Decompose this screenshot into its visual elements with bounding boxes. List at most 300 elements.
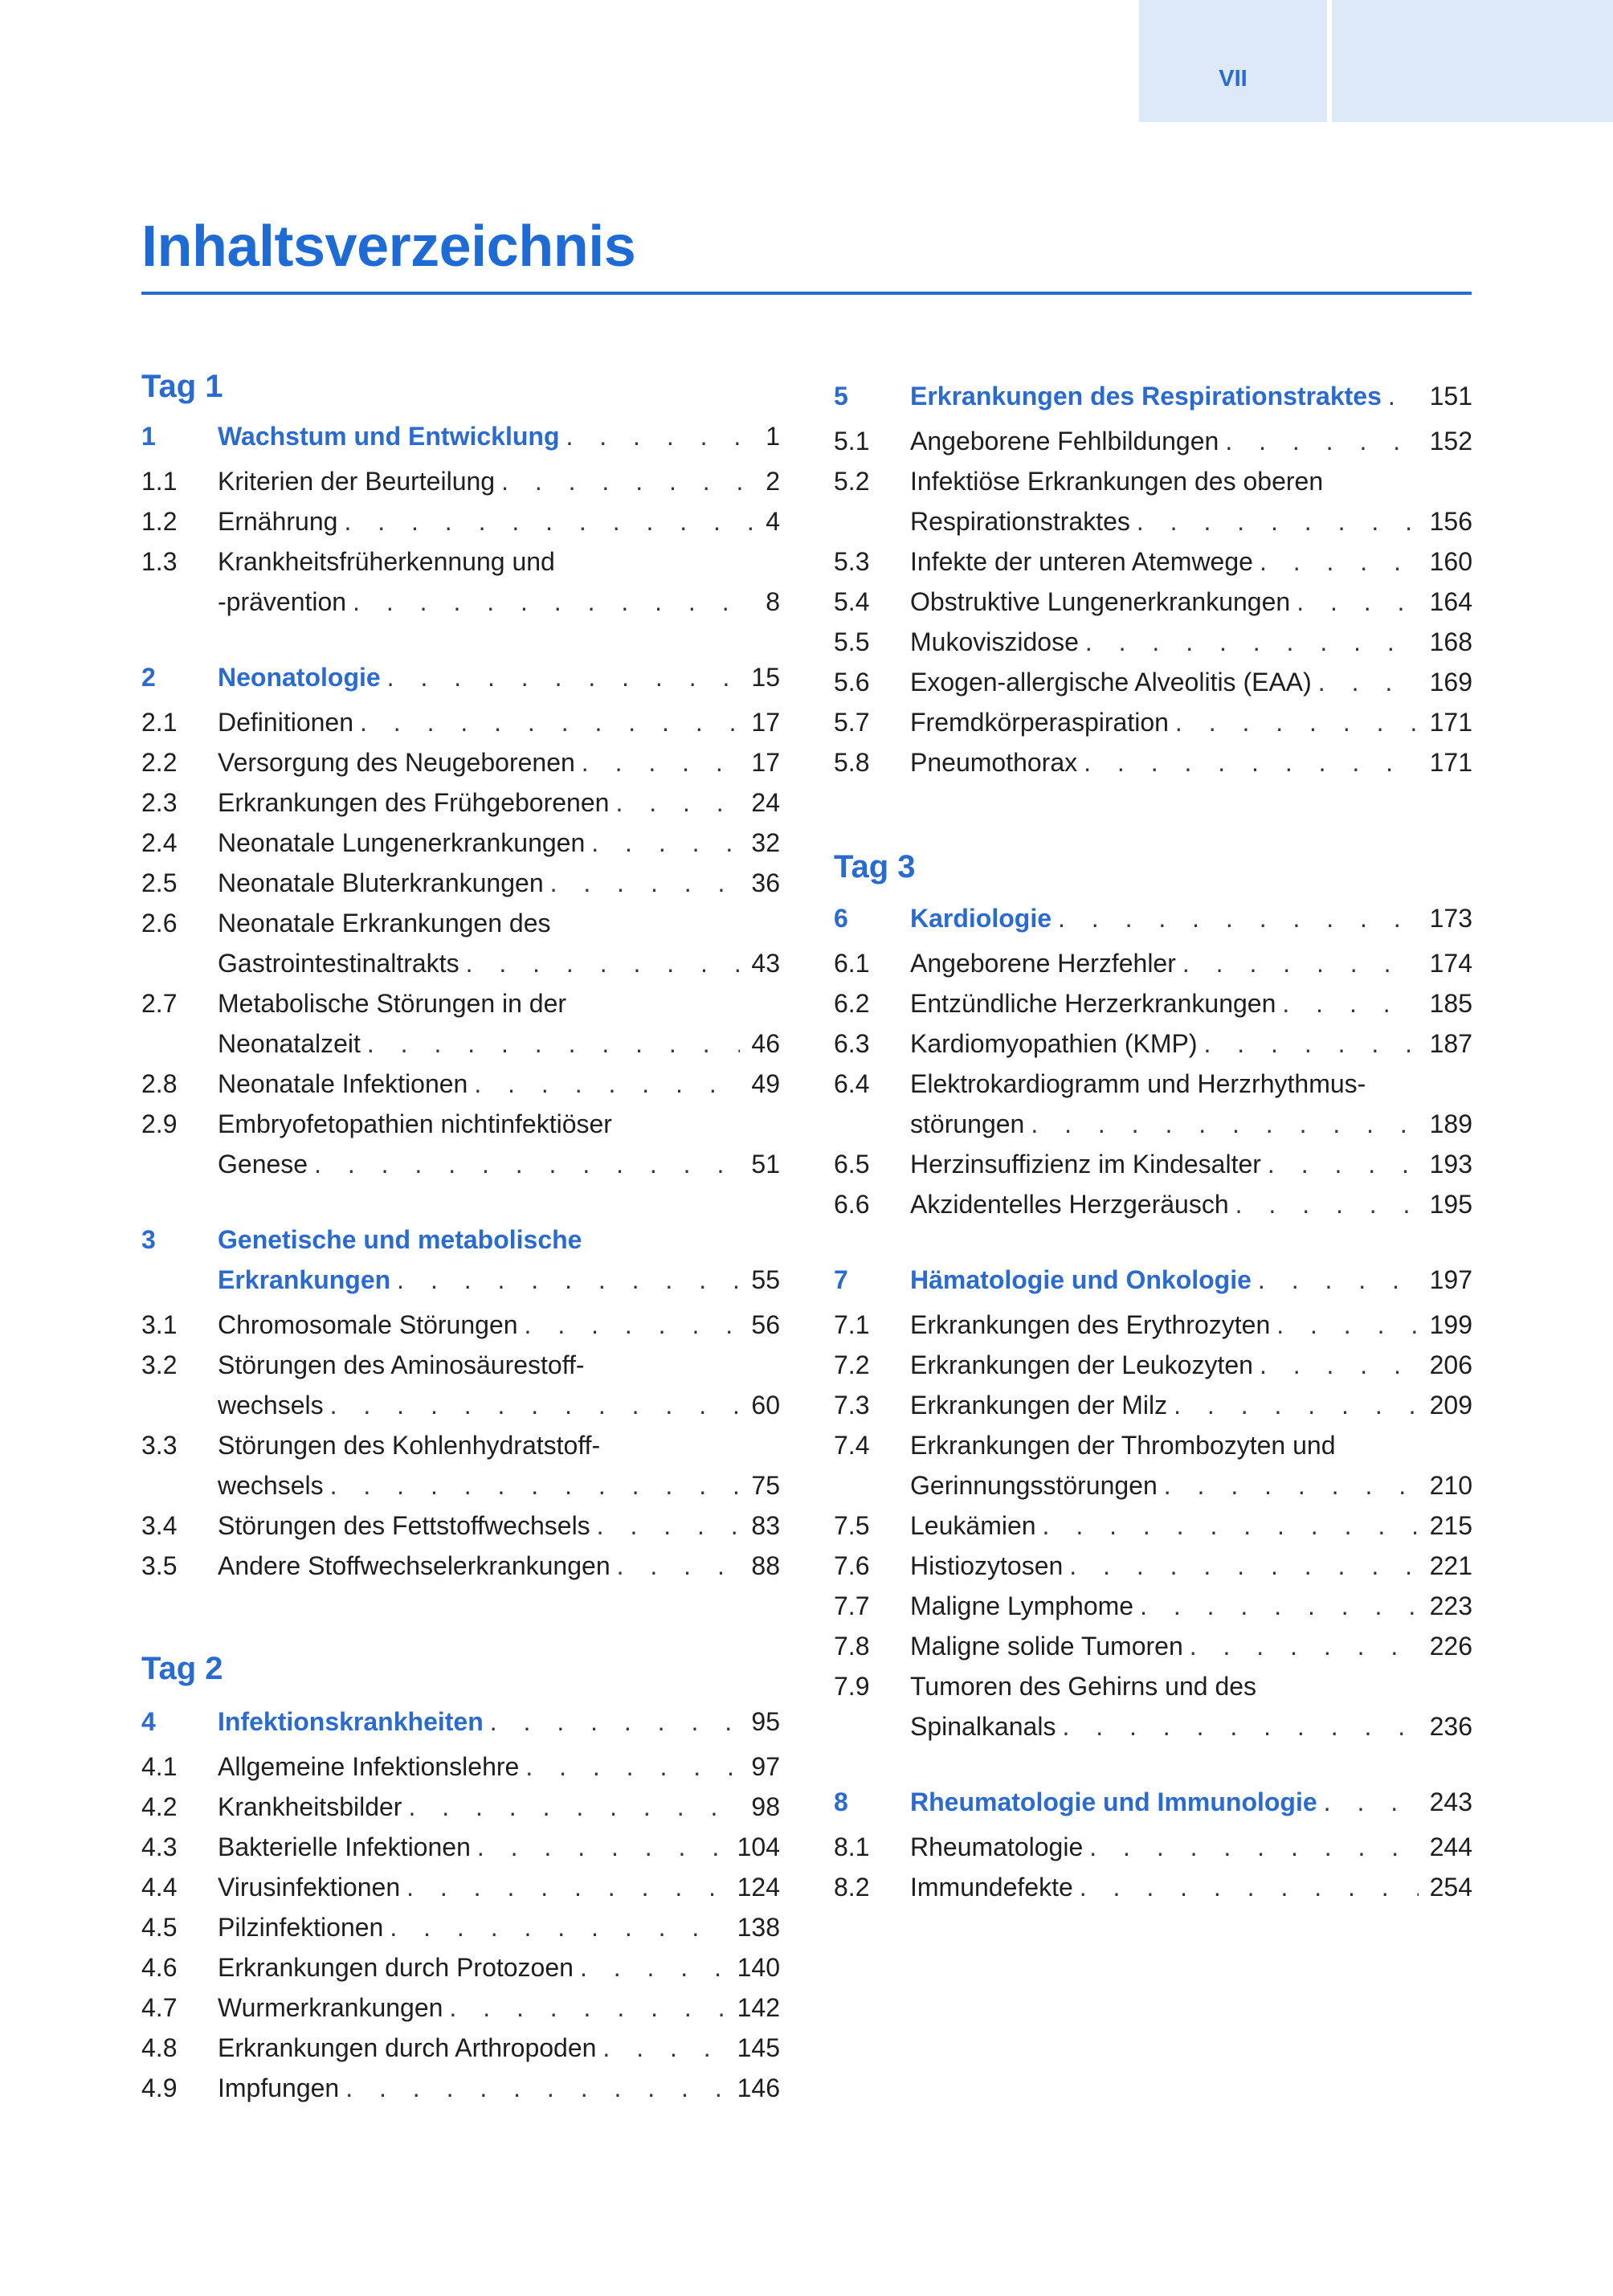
toc-entry-number: 4.7 [141,1993,178,2022]
dot-leader [525,1747,740,1787]
toc-entry-page: 209 [1429,1391,1472,1420]
toc-section-entry[interactable] [834,1586,1472,1626]
toc-section-entry[interactable] [834,622,1472,662]
toc-entry-title: Akzidentelles Herzgeräusch [910,1190,1229,1219]
toc-section-entry[interactable] [141,943,780,983]
dot-leader [490,1702,741,1742]
toc-entry-text [910,1385,1472,1425]
toc-entry-page: 164 [1429,587,1472,616]
toc-section-entry [141,541,780,582]
toc-entry-number: 5.6 [834,668,870,697]
toc-entry-number: 3 [141,1225,156,1254]
toc-entry-number: 2.1 [141,708,178,737]
toc-entry-page: 95 [751,1707,780,1736]
toc-entry-number: 2.3 [141,788,178,817]
toc-entry-text [218,1907,780,1947]
toc-entry-page: 171 [1429,748,1472,777]
toc-entry-title: Kardiologie [910,904,1052,933]
toc-section-entry[interactable] [141,1465,780,1505]
dot-leader [1175,702,1419,742]
toc-entry-text [218,416,780,456]
dot-leader [591,823,740,863]
toc-entry-page: 24 [751,788,780,817]
toc-entry-number: 5.5 [834,627,870,656]
dot-leader [1080,1867,1419,1907]
toc-entry-page: 60 [751,1391,780,1420]
toc-entry-page: 236 [1429,1712,1472,1741]
toc-entry-text [218,702,780,742]
toc-entry-text [910,622,1472,662]
toc-section-entry[interactable] [141,863,780,903]
toc-entry-title: Neonatologie [218,663,381,692]
toc-section-entry[interactable] [141,823,780,863]
toc-entry-title: Definitionen [218,708,353,737]
toc-entry-number: 1.3 [141,547,178,576]
toc-entry-text [910,943,1472,983]
toc-entry-number: 1.1 [141,467,178,496]
toc-entry-number: 7.9 [834,1672,870,1701]
toc-entry-title: Kriterien der Beurteilung [218,467,496,496]
toc-section-entry[interactable] [834,1867,1472,1907]
toc-entry-page: 46 [751,1029,780,1058]
dot-leader [1203,1023,1418,1064]
toc-section-entry[interactable] [834,1305,1472,1345]
toc-section-entry[interactable] [141,1385,780,1425]
toc-entry-number: 7.6 [834,1551,870,1580]
toc-entry-text [910,1184,1472,1224]
toc-entry-number: 7.1 [834,1310,870,1339]
toc-entry-text [910,1505,1472,1546]
toc-entry-text [218,782,780,823]
toc-entry-number: 2.9 [141,1109,178,1138]
toc-entry-text [910,1546,1472,1586]
toc-entry-number: 7.8 [834,1632,870,1661]
toc-entry-title: Angeborene Herzfehler [910,949,1176,978]
toc-entry-page: 151 [1429,382,1472,411]
toc-entry-number: 3.5 [141,1551,178,1580]
toc-chapter-entry[interactable] [141,1702,780,1742]
toc-entry-title: Histiozytosen [910,1551,1064,1580]
toc-entry-page: 193 [1429,1150,1472,1179]
dot-leader [314,1144,740,1184]
dot-leader [1069,1546,1418,1586]
toc-entry-text [910,702,1472,742]
toc-section-entry[interactable] [834,702,1472,742]
toc-chapter-entry[interactable] [141,1260,780,1300]
toc-entry-text [218,1827,780,1867]
toc-entry-title: Erkrankungen [218,1265,391,1294]
dot-leader [477,1827,726,1867]
toc-section-entry [141,1345,780,1385]
toc-section-entry[interactable] [834,1023,1472,1064]
toc-section-entry[interactable] [141,582,780,622]
toc-entry-title: Genetische und metabolische [218,1225,582,1254]
toc-entry-text [218,461,780,501]
toc-entry-text [218,1465,780,1505]
toc-entry-title: Exogen-allergische Alveolitis (EAA) [910,668,1312,697]
dot-leader [1260,1345,1419,1385]
toc-section-entry[interactable] [141,1988,780,2028]
toc-entry-text [218,582,780,622]
toc-entry-page: 221 [1429,1551,1472,1580]
toc-entry-title: Rheumatologie und Immunologie [910,1787,1317,1816]
toc-entry-number: 2.2 [141,748,178,777]
toc-section-entry[interactable] [834,1505,1472,1546]
toc-section-entry[interactable] [834,1546,1472,1586]
page-number: VII [1219,66,1248,92]
toc-chapter-entry[interactable] [141,416,780,456]
dot-leader [602,2028,725,2068]
dot-leader [1258,1260,1419,1300]
toc-entry-text [218,1305,780,1345]
toc-entry-title: Erkrankungen des Frühgeborenen [218,788,610,817]
toc-entry-title: Erkrankungen durch Protozoen [218,1953,574,1982]
toc-section-entry[interactable] [141,1064,780,1104]
toc-entry-page: 199 [1429,1310,1472,1339]
toc-entry-text [218,1064,780,1104]
toc-entry-title: Kardiomyopathien (KMP) [910,1029,1198,1058]
toc-entry-page: 43 [751,949,780,978]
dot-leader [580,1947,726,1988]
toc-entry-text [218,1425,780,1465]
toc-entry-title: Allgemeine Infektionslehre [218,1752,520,1781]
toc-entry-number: 2.5 [141,868,178,897]
toc-entry-page: 171 [1429,708,1472,737]
toc-section-entry[interactable] [141,1947,780,1988]
toc-entry-title: störungen [910,1109,1025,1138]
toc-entry-text [218,943,780,983]
toc-entry-text [218,1219,780,1260]
toc-entry-number: 3.2 [141,1350,178,1379]
toc-entry-title: Wurmerkrankungen [218,1993,443,2022]
toc-section-entry [141,983,780,1023]
dot-leader [1324,1782,1419,1822]
toc-chapter-entry[interactable] [834,376,1472,416]
toc-entry-text [910,541,1472,582]
toc-entry-page: 215 [1429,1511,1472,1540]
toc-entry-text [218,1104,780,1144]
toc-entry-number: 8.1 [834,1832,870,1861]
toc-entry-text [218,1702,780,1742]
toc-entry-title: Infektionskrankheiten [218,1707,484,1736]
toc-entry-page: 185 [1429,989,1472,1018]
toc-section-entry[interactable] [834,501,1472,541]
toc-entry-title: Pneumothorax [910,748,1078,777]
dot-leader [582,742,741,782]
dot-leader [501,461,754,501]
toc-section-entry[interactable] [834,1184,1472,1224]
toc-entry-title: wechsels [218,1471,324,1500]
toc-section-entry[interactable] [141,1827,780,1867]
toc-entry-number: 3.1 [141,1310,178,1339]
toc-entry-title: Erkrankungen durch Arthropoden [218,2033,597,2062]
toc-section-entry [834,1425,1472,1465]
toc-section-entry[interactable] [141,1907,780,1947]
toc-section-entry[interactable] [141,1747,780,1787]
dot-leader [330,1465,741,1505]
toc-entry-number: 7.4 [834,1431,870,1460]
toc-entry-title: Hämatologie und Onkologie [910,1265,1252,1294]
toc-entry-number: 4 [141,1707,156,1736]
toc-section-entry [141,1425,780,1465]
toc-section-entry[interactable] [834,983,1472,1023]
toc-section-entry[interactable] [141,461,780,501]
toc-section-entry[interactable] [834,1706,1472,1747]
toc-entry-number: 5 [834,382,848,411]
toc-entry-text [910,501,1472,541]
toc-entry-number: 4.5 [141,1913,178,1942]
toc-entry-text [910,662,1472,702]
toc-entry-text [910,1706,1472,1747]
dot-leader [1140,1586,1419,1626]
day-heading: Tag 1 [141,369,223,404]
toc-section-entry[interactable] [141,1867,780,1907]
toc-entry-page: 17 [751,748,780,777]
toc-entry-text [218,903,780,943]
toc-entry-page: 254 [1429,1873,1472,1902]
toc-entry-number: 6.6 [834,1190,870,1219]
toc-entry-number: 3.3 [141,1431,178,1460]
toc-entry-text [218,501,780,541]
toc-section-entry[interactable] [141,1144,780,1184]
toc-entry-title: Erkrankungen der Leukozyten [910,1350,1253,1379]
toc-entry-number: 6.2 [834,989,870,1018]
toc-entry-page: 104 [737,1832,780,1861]
toc-section-entry[interactable] [141,501,780,541]
toc-entry-title: Immundefekte [910,1873,1073,1902]
toc-entry-page: 244 [1429,1832,1472,1861]
toc-section-entry[interactable] [141,782,780,823]
dot-leader [1276,1305,1418,1345]
dot-leader [353,582,754,622]
toc-entry-title: Krankheitsbilder [218,1792,402,1821]
toc-entry-number: 1.2 [141,507,178,536]
dot-leader [1225,421,1418,461]
toc-entry-text [910,1626,1472,1666]
toc-entry-number: 5.3 [834,547,870,576]
toc-entry-page: 56 [751,1310,780,1339]
toc-section-entry[interactable] [834,662,1472,702]
toc-entry-page: 32 [751,828,780,857]
toc-entry-page: 152 [1429,427,1472,456]
toc-section-entry[interactable] [141,1787,780,1827]
toc-section-entry[interactable] [834,1345,1472,1385]
toc-section-entry [141,1104,780,1144]
dot-leader [466,943,741,983]
dot-leader [406,1867,726,1907]
dot-leader [397,1260,740,1300]
dot-leader [408,1787,740,1827]
toc-entry-page: 206 [1429,1350,1472,1379]
toc-entry-page: 8 [766,587,780,616]
toc-chapter-entry[interactable] [834,1782,1472,1822]
toc-entry-text [910,1465,1472,1505]
dot-leader [550,863,741,903]
toc-entry-title: Erkrankungen der Thrombozyten und [910,1431,1336,1460]
toc-entry-page: 174 [1429,949,1472,978]
toc-entry-page: 4 [766,507,780,536]
toc-entry-number: 5.8 [834,748,870,777]
toc-section-entry[interactable] [834,1104,1472,1144]
toc-section-entry[interactable] [834,943,1472,983]
dot-leader [1164,1465,1419,1505]
dot-leader [597,1505,741,1546]
dot-leader [1182,943,1419,983]
toc-entry-text [910,983,1472,1023]
dot-leader [615,782,740,823]
toc-section-entry[interactable] [834,742,1472,782]
toc-entry-title: Gerinnungsstörungen [910,1471,1158,1500]
dot-leader [566,416,754,456]
toc-entry-text [218,1988,780,2028]
toc-entry-title: Gastrointestinaltrakts [218,949,459,978]
toc-section-entry[interactable] [141,1505,780,1546]
title-rule [141,292,1472,295]
dot-leader [474,1064,740,1104]
toc-entry-text [218,657,780,697]
toc-chapter-entry[interactable] [834,898,1472,938]
dot-leader [367,1023,741,1064]
toc-entry-text [910,1425,1472,1465]
toc-entry-title: Maligne Lymphome [910,1591,1134,1620]
toc-chapter-entry[interactable] [141,657,780,697]
toc-entry-title: Störungen des Aminosäurestoff- [218,1350,585,1379]
toc-entry-number: 2 [141,663,156,692]
dot-leader [1268,1144,1419,1184]
toc-entry-text [218,541,780,582]
dot-leader [1058,898,1419,938]
toc-entry-page: 173 [1429,904,1472,933]
toc-section-entry[interactable] [834,1827,1472,1867]
toc-entry-number: 6.1 [834,949,870,978]
dot-leader [360,702,740,742]
toc-entry-text [218,1260,780,1300]
toc-entry-title: Maligne solide Tumoren [910,1632,1183,1661]
dot-leader [344,501,754,541]
toc-section-entry[interactable] [141,2068,780,2108]
toc-entry-number: 4.6 [141,1953,178,1982]
toc-entry-title: Bakterielle Infektionen [218,1832,471,1861]
toc-entry-number: 7.7 [834,1591,870,1620]
toc-entry-text [910,1827,1472,1867]
toc-entry-title: Infektiöse Erkrankungen des oberen [910,467,1324,496]
toc-entry-number: 5.1 [834,427,870,456]
toc-entry-text [218,2068,780,2108]
toc-entry-title: Neonatalzeit [218,1029,361,1058]
toc-entry-title: Erkrankungen des Respirationstraktes [910,382,1382,411]
dot-leader [1297,582,1418,622]
toc-entry-text [218,1546,780,1586]
toc-entry-page: 189 [1429,1109,1472,1138]
toc-entry-text [910,1144,1472,1184]
toc-entry-page: 49 [751,1069,780,1098]
toc-entry-number: 2.8 [141,1069,178,1098]
toc-entry-text [218,2028,780,2068]
toc-entry-number: 2.4 [141,828,178,857]
toc-section-entry[interactable] [141,1546,780,1586]
toc-section-entry[interactable] [141,702,780,742]
dot-leader [345,2068,725,2108]
toc-entry-title: Versorgung des Neugeborenen [218,748,575,777]
toc-entry-page: 88 [751,1551,780,1580]
dot-leader [617,1546,741,1586]
toc-entry-text [910,421,1472,461]
toc-entry-number: 6 [834,904,848,933]
toc-entry-text [218,1747,780,1787]
toc-entry-title: Mukoviszidose [910,627,1079,656]
toc-entry-number: 7 [834,1265,848,1294]
toc-entry-number: 4.1 [141,1752,178,1781]
toc-section-entry[interactable] [834,541,1472,582]
toc-entry-number: 5.7 [834,708,870,737]
toc-entry-number: 6.4 [834,1069,870,1098]
toc-section-entry [834,1666,1472,1706]
toc-section-entry[interactable] [141,1023,780,1064]
toc-entry-number: 6.5 [834,1150,870,1179]
dot-leader [1318,662,1419,702]
toc-section-entry[interactable] [141,742,780,782]
toc-entry-text [218,1023,780,1064]
toc-entry-title: Angeborene Fehlbildungen [910,427,1219,456]
dot-leader [1174,1385,1418,1425]
toc-entry-number: 2.6 [141,909,178,938]
toc-entry-page: 140 [737,1953,780,1982]
toc-entry-number: 4.4 [141,1873,178,1902]
toc-entry-number: 4.3 [141,1832,178,1861]
toc-entry-page: 142 [737,1993,780,2022]
dot-leader [1084,742,1418,782]
toc-section-entry [834,461,1472,501]
toc-entry-number: 7.5 [834,1511,870,1540]
toc-entry-title: Respirationstraktes [910,507,1130,536]
toc-section-entry[interactable] [834,582,1472,622]
toc-entry-number: 8 [834,1787,848,1816]
toc-section-entry[interactable] [834,1626,1472,1666]
toc-entry-title: Spinalkanals [910,1712,1056,1741]
toc-section-entry[interactable] [834,1465,1472,1505]
dot-leader [1089,1827,1418,1867]
toc-section-entry[interactable] [141,1305,780,1345]
toc-entry-page: 55 [751,1265,780,1294]
toc-entry-text [218,1345,780,1385]
toc-section-entry[interactable] [834,1385,1472,1425]
dot-leader [525,1305,741,1345]
toc-entry-title: Rheumatologie [910,1832,1084,1861]
toc-section-entry[interactable] [834,1144,1472,1184]
toc-entry-page: 36 [751,868,780,897]
toc-chapter-entry[interactable] [834,1260,1472,1300]
toc-entry-title: Infekte der unteren Atemwege [910,547,1253,576]
toc-entry-page: 15 [751,663,780,692]
dot-leader [449,1988,725,2028]
toc-section-entry[interactable] [834,421,1472,461]
toc-entry-title: Neonatale Infektionen [218,1069,468,1098]
toc-entry-title: Neonatale Erkrankungen des [218,909,551,938]
toc-entry-number: 4.2 [141,1792,178,1821]
toc-section-entry [834,1064,1472,1104]
toc-entry-title: Erkrankungen der Milz [910,1391,1168,1420]
toc-entry-title: Neonatale Bluterkrankungen [218,868,544,897]
page-tab-strip [1139,0,1327,122]
toc-section-entry[interactable] [141,2028,780,2068]
toc-entry-text [910,1867,1472,1907]
toc-entry-page: 223 [1429,1591,1472,1620]
toc-entry-text [910,1064,1472,1104]
toc-entry-number: 8.2 [834,1873,870,1902]
toc-entry-number: 3.4 [141,1511,178,1540]
toc-entry-page: 243 [1429,1787,1472,1816]
dot-leader [1388,376,1419,416]
